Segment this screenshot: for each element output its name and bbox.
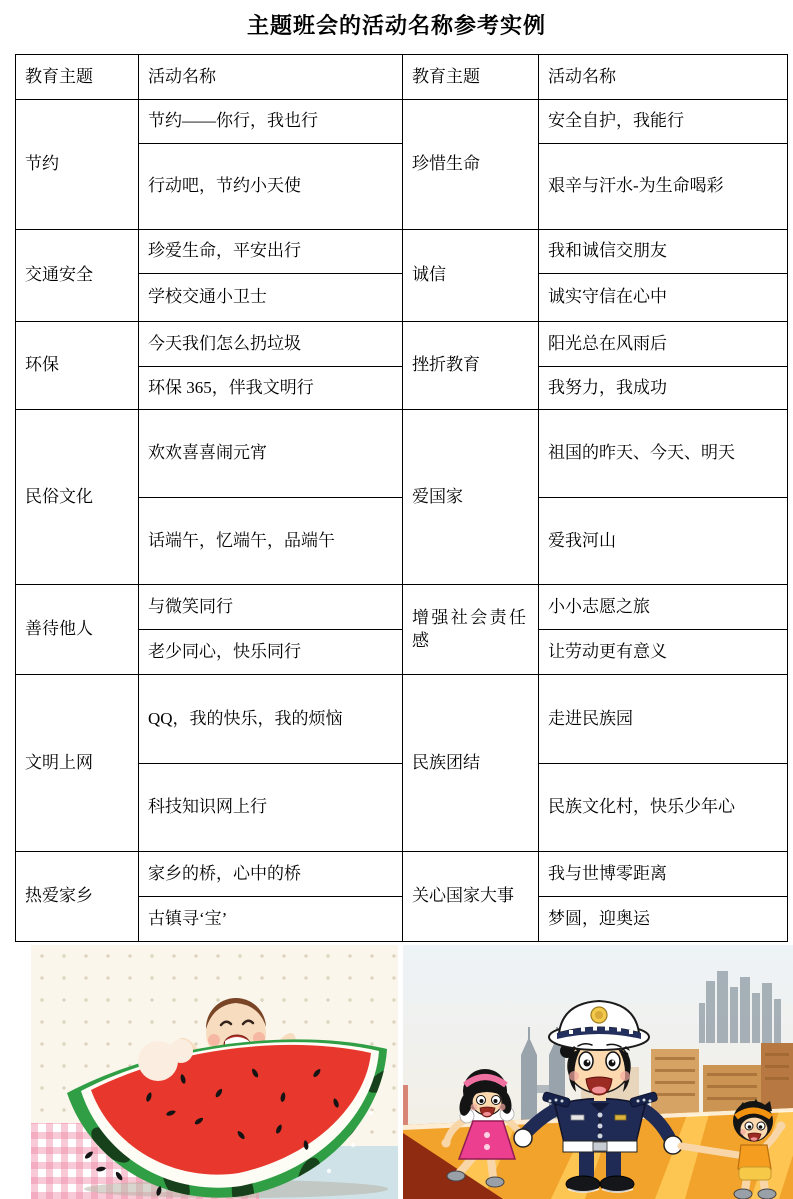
activity-cell: 阳光总在风雨后 [539,322,788,367]
page-title: 主题班会的活动名称参考实例 [246,13,546,38]
activity-cell: 我和诚信交朋友 [539,230,788,274]
watermelon-illustration [31,945,398,1199]
activity-cell: 行动吧，节约小天使 [139,144,403,230]
theme-cell: 节约 [16,100,139,230]
table-row [16,585,788,630]
activity-cell: QQ，我的快乐，我的烦恼 [139,675,403,764]
activity-cell: 科技知识网上行 [139,764,403,852]
activity-cell: 安全自护，我能行 [539,100,788,144]
activity-cell: 欢欢喜喜闹元宵 [139,410,403,498]
activity-cell: 环保 365，伴我文明行 [139,367,403,410]
activity-cell: 今天我们怎么扔垃圾 [139,322,403,367]
white-glove [514,1129,532,1147]
theme-cell: 关心国家大事 [403,852,539,942]
theme-cell: 增强社会责任感 [403,585,539,675]
theme-cell: 珍惜生命 [403,100,539,230]
activity-cell: 我努力，我成功 [539,367,788,410]
activity-cell: 与微笑同行 [139,585,403,630]
table-row [16,100,788,144]
activity-cell: 小小志愿之旅 [539,585,788,630]
table-row [16,410,788,498]
theme-cell: 善待他人 [16,585,139,675]
theme-cell: 交通安全 [16,230,139,322]
watermelon-kid-drawing [31,945,398,1199]
header-theme-left: 教育主题 [16,55,139,100]
activity-cell: 老少同心，快乐同行 [139,630,403,675]
activity-cell: 爱我河山 [539,498,788,585]
theme-cell: 诚信 [403,230,539,322]
table-row [16,852,788,897]
activity-cell: 走进民族园 [539,675,788,764]
header-activity-left: 活动名称 [139,55,403,100]
header-theme-right: 教育主题 [403,55,539,100]
traffic-police-illustration [403,945,793,1199]
theme-cell: 挫折教育 [403,322,539,410]
activity-cell: 珍爱生命，平安出行 [139,230,403,274]
header-activity-right: 活动名称 [539,55,788,100]
activity-cell: 古镇寻‘宝’ [139,897,403,942]
activity-cell: 艰辛与汗水-为生命喝彩 [539,144,788,230]
theme-cell: 文明上网 [16,675,139,852]
activity-cell: 让劳动更有意义 [539,630,788,675]
activity-cell: 梦圆，迎奥运 [539,897,788,942]
activity-cell: 民族文化村，快乐少年心 [539,764,788,852]
traffic-police-drawing [403,945,793,1199]
activity-cell: 诚实守信在心中 [539,274,788,322]
table-row [16,322,788,367]
theme-cell: 爱国家 [403,410,539,585]
table-header-row [16,55,788,100]
activity-cell: 学校交通小卫士 [139,274,403,322]
activity-cell: 祖国的昨天、今天、明天 [539,410,788,498]
theme-cell: 环保 [16,322,139,410]
activity-cell: 我与世博零距离 [539,852,788,897]
illustrations-row [31,945,793,1199]
activity-cell: 节约——你行，我也行 [139,100,403,144]
activities-table [15,54,788,942]
table-row [16,675,788,764]
table-row [16,230,788,274]
theme-cell: 民族团结 [403,675,539,852]
theme-cell: 热爱家乡 [16,852,139,942]
theme-cell: 民俗文化 [16,410,139,585]
activity-cell: 家乡的桥，心中的桥 [139,852,403,897]
activity-cell: 话端午，忆端午，品端午 [139,498,403,585]
